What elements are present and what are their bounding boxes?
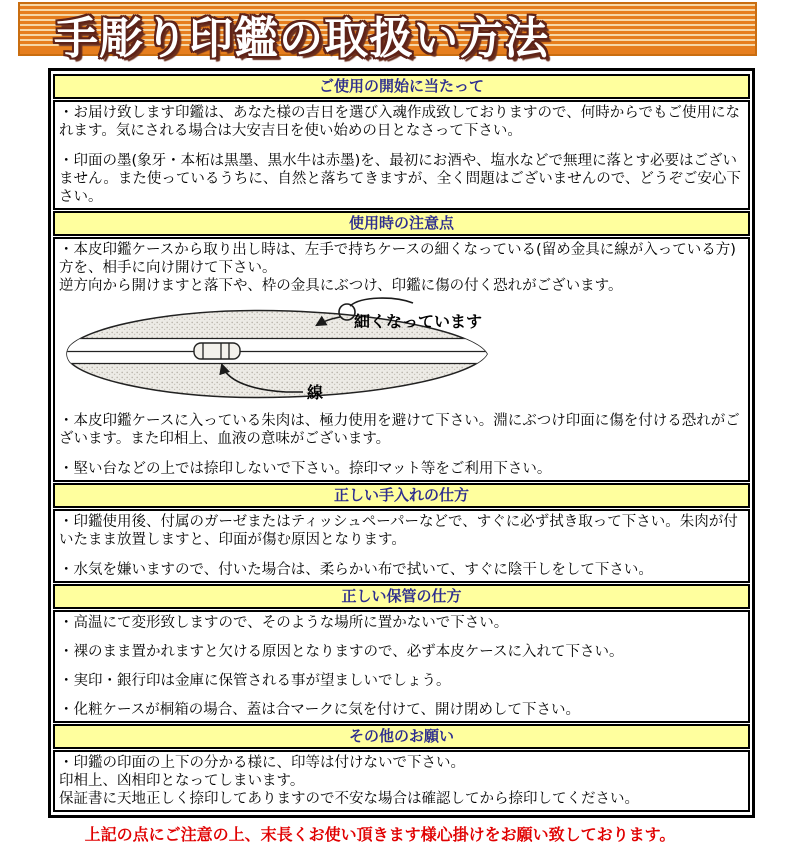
- section-body-usage-start: [53, 100, 750, 210]
- section-header-usage-cautions: 使用時の注意点: [53, 211, 750, 236]
- footer-note: 上記の点にご注意の上、末長くお使い頂きます様心掛けをお願い致しております。: [84, 825, 676, 844]
- section-body-other-requests: [53, 750, 750, 812]
- paragraph: 保証書に天地正しく捺印してありますので不安な場合は確認してから捺印してください。: [59, 791, 639, 807]
- section-header-storage: 正しい保管の仕方: [53, 584, 750, 609]
- diagram-label-line: 線: [307, 383, 324, 402]
- seal-case-drawing: [61, 296, 516, 408]
- section-body-care: [53, 509, 750, 583]
- paragraph: ・高温にて変形致しますので、そのような場所に置かないで下さい。: [59, 615, 509, 631]
- paragraph: ・お届け致します印鑑は、あなた様の吉日を選び入魂作成致しておりますので、何時からでもご使用になれます。気にされる場合は大安吉日を使い始めの日となさって下さい。: [59, 105, 741, 139]
- paragraph: 逆方向から開けますと落下や、枠の金具にぶつけ、印鑑に傷の付く恐れがございます。: [59, 278, 623, 294]
- diagram-label-narrow: 細くなっています: [354, 312, 483, 331]
- title-banner: [18, 2, 757, 64]
- document-frame: [48, 68, 755, 818]
- page-title: 手彫り印鑑の取扱い方法: [54, 13, 549, 64]
- paragraph: ・印面の墨(象牙・本柘は黒墨、黒水牛は赤墨)を、最初にお酒や、塩水などで無理に落とす必要はございません。また使っているうちに、自然と落ちてきますが、全く問題はございませんので、どうぞご安心下さい。: [59, 153, 741, 205]
- section-header-care: 正しい手入れの仕方: [53, 483, 750, 508]
- paragraph: ・実印・銀行印は金庫に保管される事が望ましいでしょう。: [59, 673, 451, 689]
- paragraph: 印相上、凶相印となってしまいます。: [59, 773, 305, 789]
- paragraph: ・裸のまま置かれますと欠ける原因となりますので、必ず本皮ケースに入れて下さい。: [59, 644, 624, 660]
- paragraph: ・堅い台などの上では捺印しないで下さい。捺印マット等をご利用下さい。: [59, 461, 552, 477]
- paragraph: ・水気を嫌いますので、付いた場合は、柔らかい布で拭いて、すぐに陰干しをして下さい。: [59, 562, 653, 578]
- case-band: [61, 338, 516, 364]
- paragraph: ・本皮印鑑ケースに入っている朱肉は、極力使用を避けて下さい。淵にぶつけ印面に傷を付ける恐れがございます。また印相上、血液の意味がございます。: [59, 413, 740, 447]
- paragraph: ・化粧ケースが桐箱の場合、蓋は合マークに気を付けて、開け閉めして下さい。: [59, 702, 580, 718]
- case-clasp: [194, 343, 240, 359]
- paragraph: ・印鑑使用後、付属のガーゼまたはティッシュペーパーなどで、すぐに必ず拭き取って下さい。朱肉が付いたまま放置しますと、印面が傷む原因となります。: [59, 514, 738, 548]
- section-body-storage: [53, 610, 750, 723]
- paragraph: ・印鑑の印面の上下の分かる様に、印等は付けないで下さい。: [59, 755, 465, 771]
- section-header-other-requests: その他のお願い: [53, 724, 750, 749]
- paragraph: ・本皮印鑑ケースから取り出し時は、左手で持ちケースの細くなっている(留め金具に線が入っている方)方を、相手に向け開けて下さい。: [59, 242, 736, 276]
- section-header-usage-start: ご使用の開始に当たって: [53, 74, 750, 99]
- seal-case-diagram: [61, 296, 516, 408]
- section-body-usage-cautions: [53, 237, 750, 482]
